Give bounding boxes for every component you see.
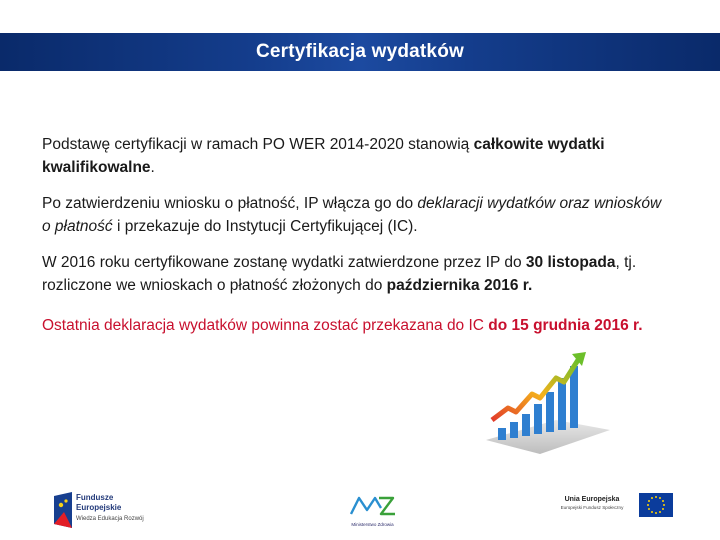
fe-logo-icon xyxy=(52,490,74,530)
slide-content xyxy=(42,134,672,352)
fe-logo-text: Fundusze Europejskie Wiedza Edukacja Rozwój xyxy=(76,493,144,522)
logo-unia-europejska xyxy=(548,493,673,521)
title-bar xyxy=(0,33,720,71)
logo-fundusze-europejskie xyxy=(52,490,182,532)
ue-logo-text: Unia Europejska Europejski Fundusz Społeczny xyxy=(560,496,624,510)
emphasis-october: października 2016 r. xyxy=(386,276,533,294)
slide-title: Certyfikacja wydatków xyxy=(255,41,464,62)
eu-flag-icon xyxy=(639,493,673,517)
emphasis-eligible-expenses: całkowite wydatki kwalifikowalne xyxy=(42,136,605,176)
footer-logos xyxy=(0,480,720,540)
paragraph-procedure: Po zatwierdzeniu wniosku o płatność, IP włącza go do deklaracji wydatków oraz wniosków o płatność i przekazuje do Instytucji Certyfikującej (IC). xyxy=(42,195,662,235)
logo-ministerstwo-zdrowia: Ministerstwo Zdrowia xyxy=(345,490,400,532)
paragraph-basis: Podstawę certyfikacji w ramach PO WER 2014-2020 stanowią całkowite wydatki kwalifikowalne. xyxy=(42,136,605,176)
mz-logo-icon xyxy=(345,490,400,520)
emphasis-dec-15: do 15 grudnia 2016 r. xyxy=(488,317,643,334)
growth-chart-illustration xyxy=(486,348,610,456)
emphasis-declarations: deklaracji wydatków oraz wniosków o płatność xyxy=(42,195,662,235)
paragraph-last-declaration: Ostatnia deklaracja wydatków powinna zostać przekazana do IC do 15 grudnia 2016 r. xyxy=(42,317,643,334)
emphasis-nov-30: 30 listopada xyxy=(525,254,616,271)
paragraph-deadline-2016: W 2016 roku certyfikowane zostanę wydatki zatwierdzone przez IP do 30 listopada, tj. rozliczone we wnioskach o płatność złożonych do października 2016 r. xyxy=(42,254,637,294)
